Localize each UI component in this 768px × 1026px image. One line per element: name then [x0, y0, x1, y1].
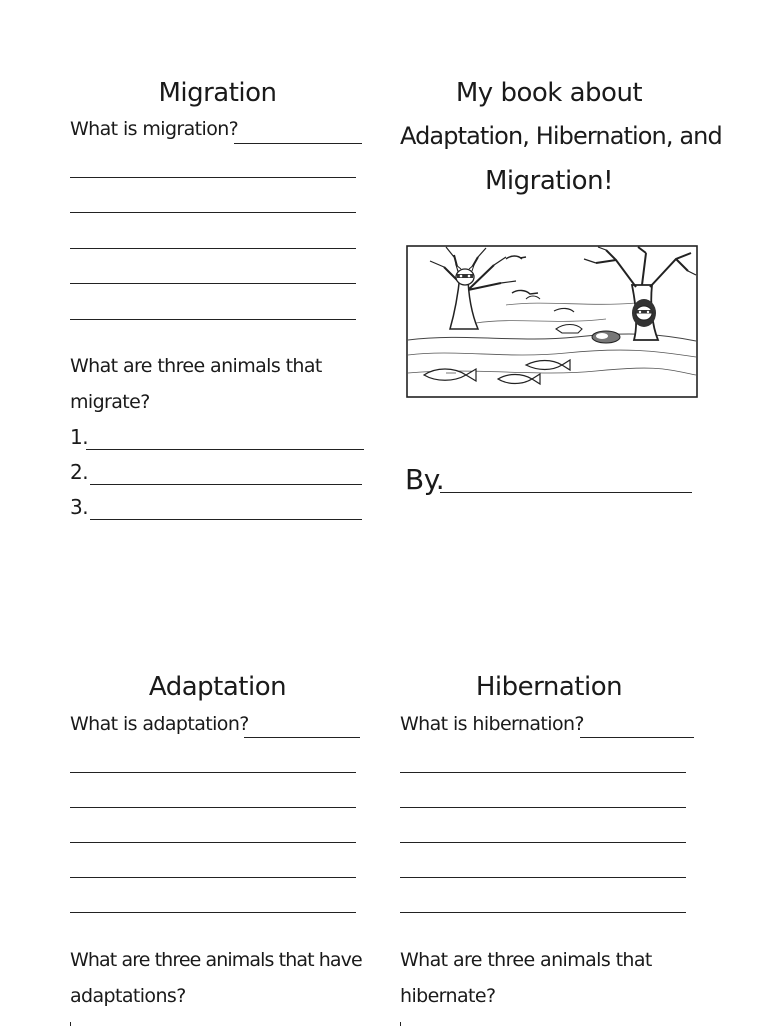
adaptation-answer-line-2[interactable] [70, 772, 356, 773]
migration-question-animals-line2: migrate? [70, 391, 150, 413]
adaptation-question-animals-line1: What are three animals that have [70, 949, 362, 971]
adaptation-title: Adaptation [148, 672, 287, 702]
cover-title-line-3: Migration! [484, 166, 613, 196]
migration-animal-line-2[interactable] [90, 484, 362, 485]
migration-answer-line-5[interactable] [70, 283, 356, 284]
migration-number-2: 2. [70, 460, 89, 484]
migration-number-3: 3. [70, 495, 89, 519]
migration-animal-line-1[interactable] [86, 449, 364, 450]
adaptation-animal-line-1-partial[interactable] [70, 1022, 74, 1026]
migration-answer-line-2[interactable] [70, 177, 356, 178]
hibernation-answer-line-1[interactable] [580, 737, 694, 738]
migration-answer-line-1[interactable] [234, 143, 362, 144]
hibernation-animal-line-1-partial[interactable] [400, 1022, 404, 1026]
migration-question-animals-line1: What are three animals that [70, 355, 322, 377]
migration-number-1: 1. [70, 425, 89, 449]
migration-answer-line-3[interactable] [70, 212, 356, 213]
adaptation-question-what-is: What is adaptation? [70, 713, 249, 735]
migration-animal-line-3[interactable] [90, 519, 362, 520]
winter-forest-illustration [406, 245, 698, 398]
cover-title-line-2: Adaptation, Hibernation, and [400, 122, 722, 150]
hibernation-question-animals-line2: hibernate? [400, 985, 496, 1007]
migration-answer-line-4[interactable] [70, 248, 356, 249]
hibernation-answer-line-6[interactable] [400, 912, 686, 913]
hibernation-answer-line-5[interactable] [400, 877, 686, 878]
migration-question-what-is: What is migration? [70, 118, 239, 140]
cover-title-line-1: My book about [455, 78, 643, 108]
adaptation-answer-line-6[interactable] [70, 912, 356, 913]
migration-title: Migration [158, 78, 277, 108]
adaptation-answer-line-3[interactable] [70, 807, 356, 808]
adaptation-answer-line-5[interactable] [70, 877, 356, 878]
adaptation-answer-line-4[interactable] [70, 842, 356, 843]
author-by-label: By. [405, 463, 445, 496]
hibernation-question-animals-line1: What are three animals that [400, 949, 652, 971]
hibernation-answer-line-4[interactable] [400, 842, 686, 843]
hibernation-question-what-is: What is hibernation? [400, 713, 584, 735]
author-name-line[interactable] [440, 492, 692, 493]
hibernation-answer-line-3[interactable] [400, 807, 686, 808]
hibernation-answer-line-2[interactable] [400, 772, 686, 773]
adaptation-question-animals-line2: adaptations? [70, 985, 186, 1007]
migration-answer-line-6[interactable] [70, 319, 356, 320]
hibernation-title: Hibernation [475, 672, 623, 702]
adaptation-answer-line-1[interactable] [244, 737, 360, 738]
